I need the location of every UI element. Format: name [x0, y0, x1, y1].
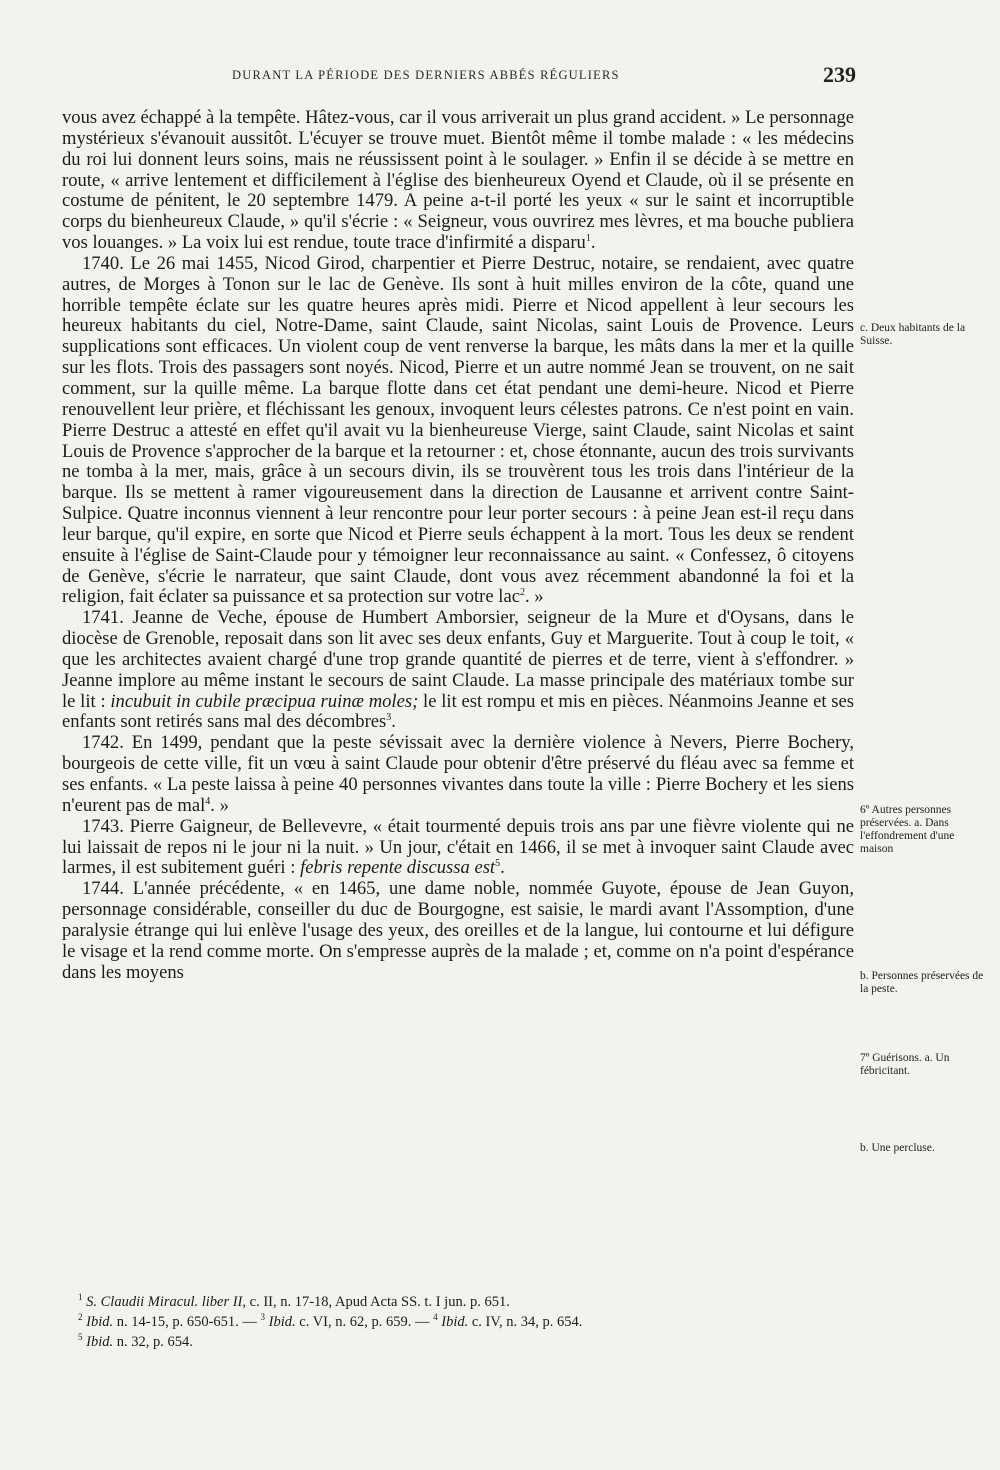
footnote-marker: 1	[78, 1292, 83, 1303]
page-number: 239	[823, 62, 856, 87]
paragraph	[62, 254, 854, 608]
paragraph	[62, 817, 854, 880]
text-run: n. 14-15, p. 650-651. —	[113, 1314, 261, 1330]
footnote-marker: 2	[519, 587, 525, 599]
running-header	[62, 62, 854, 92]
margin-note: c. Deux habitants de la Suisse.	[860, 322, 966, 347]
text-run: .	[590, 232, 596, 254]
margin-note: 6º Autres personnes préservées. a. Dans l'effondrement d'une maison	[860, 804, 955, 855]
paragraph	[62, 108, 854, 254]
footnote-marker: 2	[78, 1312, 83, 1323]
footnote	[78, 1292, 838, 1312]
italic-text: Ibid.	[265, 1314, 296, 1330]
running-title: DURANT LA PÉRIODE DES DERNIERS ABBÉS RÉGULIERS	[232, 68, 620, 82]
margin-note: 7º Guérisons. a. Un fébricitant.	[860, 1052, 950, 1077]
italic-text: Ibid.	[437, 1314, 469, 1330]
footnote-marker: 5	[78, 1332, 83, 1343]
text-run: .	[500, 857, 505, 879]
footnotes	[78, 1292, 838, 1352]
footnote-marker: 4	[205, 795, 211, 807]
footnote-marker: 4	[433, 1312, 438, 1323]
text-run: . »	[210, 794, 229, 816]
footnote	[78, 1312, 838, 1332]
paragraph	[62, 608, 854, 733]
main-text	[62, 108, 854, 983]
text-run: c. II, n. 17-18, Apud Acta SS. t. I jun. p. 651.	[246, 1294, 510, 1310]
text-run: 1741. Jeanne de Veche, épouse de Humbert Amborsier, seigneur de la Mure et d'Oysans, dans le diocèse de Grenoble, reposait dans son lit avec ses deux enfants, Guy et Marguerite. Tout à coup le toit, « que les architectes avaient chargé d'une trop grande quantité de pierres et de terre, vient à s'effondrer. » Jeanne implore au même instant le secours de saint Claude. La masse principale des matériaux tombe sur le lit :	[62, 607, 854, 712]
footnote-marker: 3	[260, 1312, 266, 1323]
text-run: c. VI, n. 62, p. 659. —	[295, 1314, 434, 1330]
text-run: .	[391, 711, 396, 733]
text-run: . »	[524, 586, 544, 608]
text-run: vous avez échappé à la tempête. Hâtez-vous, car il vous arriverait un plus grand accident. » Le personnage mystérieux s'évanouit aussitôt. L'écuyer se trouve muet. Bientôt même il tombe malade : « les médecins du roi lui donnent leurs soins, mais ne réussissent point à le soulager. » Enfin il se décide à se mettre en route, « arrive lentement et difficilement à l'église des bienheureux Oyend et Claude, où il se présente en costume de pénitent, le 20 septembre 1479. A peine a-t-il porté les yeux « sur le saint et incorruptible corps du bienheureux Claude, » qu'il s'écrie : « Seigneur, vous ouvrirez mes lèvres, et ma bouche publiera vos louanges. » La voix lui est rendue, toute trace d'infirmité a disparu	[62, 107, 854, 254]
paragraph	[62, 733, 854, 816]
italic-text: febris repente discussa est	[300, 857, 496, 879]
text-run: c. IV, n. 34, p. 654.	[468, 1314, 583, 1330]
italic-text: incubuit in cubile præcipua ruinæ moles;	[110, 690, 419, 712]
margin-note: b. Une percluse.	[860, 1142, 935, 1154]
text-run: 1744. L'année précédente, « en 1465, une dame noble, nommée Guyote, épouse de Jean Guyon, personnage considérable, conseiller du duc de Bourgogne, est saisie, le mardi avant l'Assomption, d'une paralysie étrange qui lui enlève l'usage des yeux, des oreilles et de la langue, lui contourne et lui défigure le visage et la rend comme morte. On s'empresse auprès de la malade ; et, comme on n'a point d'espérance dans les moyens	[62, 878, 854, 983]
italic-text: Ibid.	[82, 1334, 114, 1350]
italic-text: S. Claudii Miracul. liber II,	[82, 1294, 247, 1310]
italic-text: Ibid.	[82, 1314, 114, 1330]
text-run: 1742. En 1499, pendant que la peste sévissait avec la dernière violence à Nevers, Pierre Bochery, bourgeois de cette ville, fit un vœu à saint Claude pour obtenir d'être préservé du fléau avec sa femme et ses enfants. « La peste laissa à peine 40 personnes vivantes dans toute la ville : Pierre Bochery et les siens n'eurent pas de mal	[62, 732, 854, 816]
text-run: 1740. Le 26 mai 1455, Nicod Girod, charpentier et Pierre Destruc, notaire, se rendaient, avec quatre autres, de Morges à Tonon sur le lac de Genève. Ils sont à huit milles environ de la côte, quand une horrible tempête éclate sur les quatre heures après midi. Pierre et Nicod appellent à leur secours les heureux habitants du ciel, Notre-Dame, saint Claude, saint Nicolas, saint Louis de Provence. Leurs supplications sont efficaces. Un violent coup de vent renverse la barque, les mâts dans la mer et la quille sur les flots. Trois des passagers sont noyés. Nicod, Pierre et un autre nommé Jean se trouvent, on ne sait comment, sur la quille même. La barque flotte dans cet état pendant une demi-heure. Nicod et Pierre renouvellent leur prière, et fléchissant les genoux, invoquent leurs célestes patrons. Ce n'est point en vain. Pierre Destruc a attesté en effet qu'il avait vu la bienheureuse Vierge, saint Claude, saint Nicolas et saint Louis de Provence s'approcher de la barque et la retourner : et, chose étonnante, aucun des trois survivants ne tomba à la mer, mais, grâce à un secours divin, ils se trouvèrent tous les trois dans l'intérieur de la barque. Ils se mettent à ramer vigoureusement dans la direction de Lausanne et arrivent contre Saint-Sulpice. Quatre inconnus viennent à leur rencontre pour leur porter secours : à peine Jean est-il reçu dans leur barque, qu'il expire, en sorte que Nicod et Pierre seuls échappent à la mort. Tous les deux se rendent ensuite à l'église de Saint-Claude pour y témoigner leur reconnaissance au saint. « Confessez, ô citoyens de Genève, s'écrie le narrateur, que saint Claude, dont vous avez récemment abandonné la foi et la religion, fait éclater sa puissance et sa protection sur votre lac	[62, 252, 854, 608]
footnote-marker: 3	[386, 712, 392, 724]
footnote-marker: 1	[585, 232, 591, 244]
text-run: le lit est rompu et mis en pièces. Néanmoins Jeanne et ses enfants sont retirés sans mal des décombres	[62, 690, 854, 733]
text-run: 1743. Pierre Gaigneur, de Bellevevre, « était tourmenté depuis trois ans par une fièvre violente qui ne lui laissait de repos ni le jour ni la nuit. » Un jour, c'était en 1466, il se met à invoquer saint Claude avec larmes, il est subitement guéri :	[62, 815, 854, 879]
footnote	[78, 1332, 838, 1352]
footnote-marker: 5	[495, 858, 501, 870]
margin-note: b. Personnes préservées de la peste.	[860, 970, 984, 995]
paragraph	[62, 879, 854, 983]
text-run: n. 32, p. 654.	[113, 1334, 193, 1350]
